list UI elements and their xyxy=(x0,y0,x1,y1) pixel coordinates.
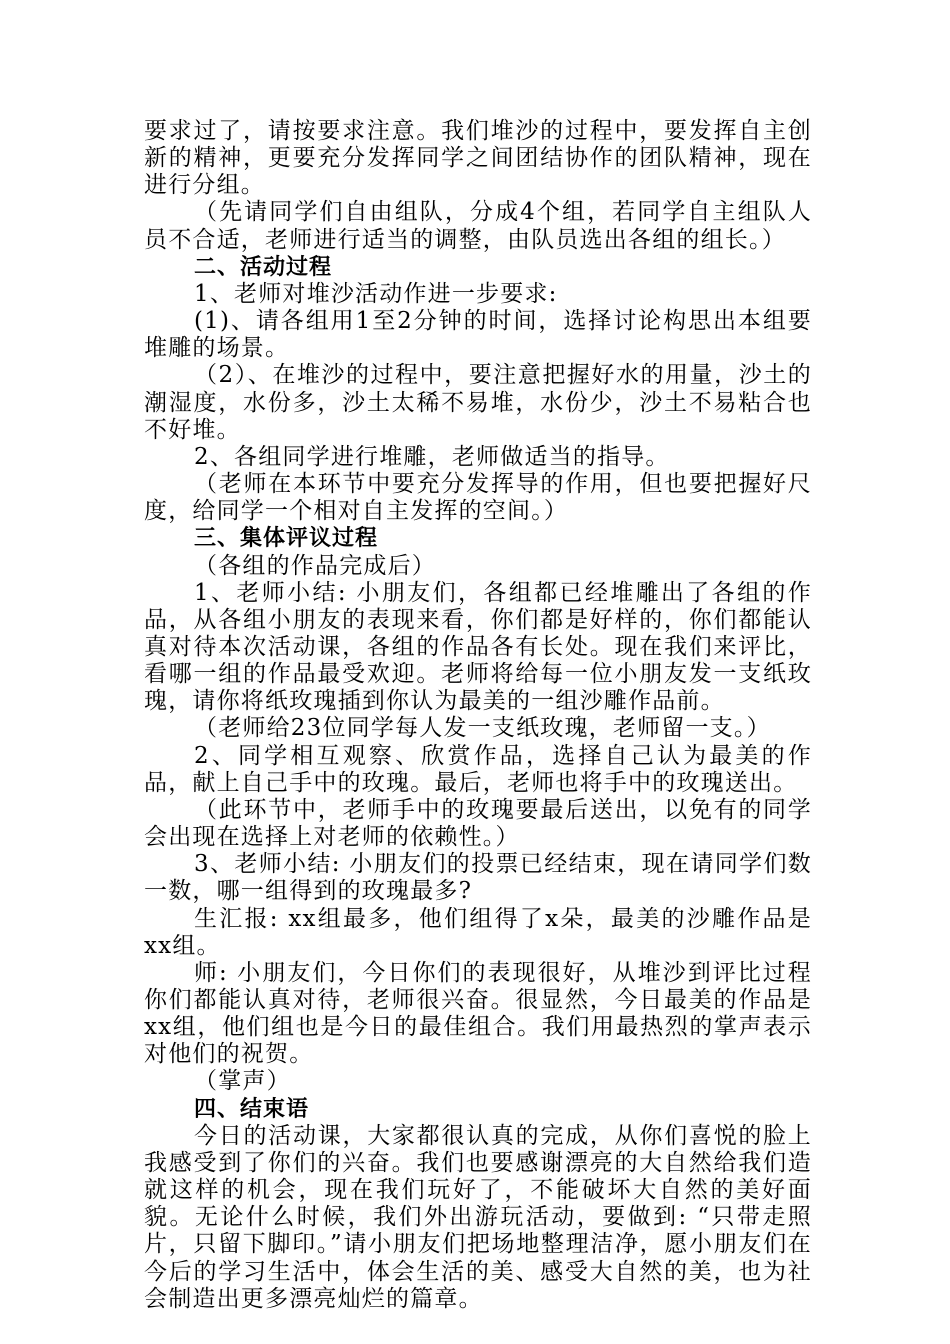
paragraph: (1)、请各组用1至2分钟的时间，选择讨论构思出本组要堆雕的场景。 xyxy=(144,308,812,362)
section-heading: 三、集体评议过程 xyxy=(194,526,379,552)
paragraph: 生汇报: xx组最多，他们组得了x朵，最美的沙雕作品是xx组。 xyxy=(144,905,812,959)
section-heading: 四、结束语 xyxy=(194,1096,310,1122)
paragraph: （2）、在堆沙的过程中，要注意把握好水的用量，沙土的潮湿度，水份多，沙土太稀不易堆，水份少，沙土不易粘合也不好堆。 xyxy=(144,362,812,443)
section-heading: 二、活动过程 xyxy=(194,254,333,280)
note-paragraph: （掌声） xyxy=(194,1068,291,1095)
paragraph: 1、老师小结: 小朋友们，各组都已经堆雕出了各组的作品，从各组小朋友的表现来看，你们都是好样的，你们都能认真对待本次活动课，各组的作品各有长处。现在我们来评比，看哪一组的作品最受欢迎。老师将给每一位小朋友发一支纸玫瑰，请你将纸玫瑰插到你认为最美的一组沙雕作品前。 xyxy=(144,579,812,715)
paragraph: 3、老师小结: 小朋友们的投票已经结束，现在请同学们数一数，哪一组得到的玫瑰最多? xyxy=(144,851,812,905)
paragraph: 2、同学相互观察、欣赏作品，选择自己认为最美的作品，献上自己手中的玫瑰。最后，老师也将手中的玫瑰送出。 xyxy=(144,742,812,796)
note-paragraph: （先请同学们自由组队，分成4个组，若同学自主组队人员不合适，老师进行适当的调整，由队员选出各组的组长。） xyxy=(144,199,812,253)
paragraph: 要求过了，请按要求注意。我们堆沙的过程中，要发挥自主创新的精神，更要充分发挥同学之间团结协作的团队精神，现在进行分组。 xyxy=(144,118,812,199)
note-paragraph: （老师在本环节中要充分发挥导的作用，但也要把握好尺度，给同学一个相对自主发挥的空间。） xyxy=(144,471,812,525)
note-paragraph: （此环节中，老师手中的玫瑰要最后送出，以免有的同学会出现在选择上对老师的依赖性。） xyxy=(144,796,812,851)
document-body xyxy=(144,118,812,1313)
paragraph: 1、老师对堆沙活动作进一步要求: xyxy=(194,280,558,307)
paragraph: 今日的活动课，大家都很认真的完成，从你们喜悦的脸上我感受到了你们的兴奋。我们也要感谢漂亮的大自然给我们造就这样的机会，现在我们玩好了，不能破坏大自然的美好面貌。无论什么时候，我们外出游玩活动，要做到: “只带走照片，只留下脚印。”请小朋友们把场地整理洁净，愿小朋友们在今后的学习生活中，体会生活的美、感受大自然的美，也为社会制造出更多漂亮灿烂的篇章。 xyxy=(144,1122,812,1312)
note-paragraph: （各组的作品完成后） xyxy=(194,552,436,579)
paragraph: 2、各组同学进行堆雕，老师做适当的指导。 xyxy=(194,443,670,470)
note-paragraph: （老师给23位同学每人发一支纸玫瑰，老师留一支。） xyxy=(194,715,771,742)
paragraph: 师: 小朋友们，今日你们的表现很好，从堆沙到评比过程你们都能认真对待，老师很兴奋。很显然，今日最美的作品是xx组，他们组也是今日的最佳组合。我们用最热烈的掌声表示对他们的祝贺。 xyxy=(144,959,812,1068)
